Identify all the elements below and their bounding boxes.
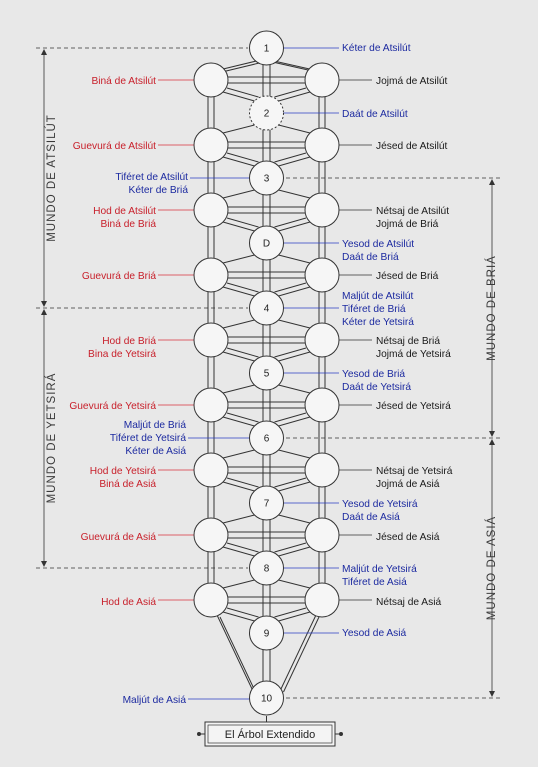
diag-right-up-3 [279, 255, 311, 263]
label-hod-atsilut: Hod de Atsilút [93, 206, 156, 217]
label-bina-bria: Biná de Briá [100, 219, 156, 230]
sephira-left-2 [194, 128, 228, 162]
sephira-left-5 [194, 323, 228, 357]
diag-right-down-1 [279, 157, 311, 166]
diag-left-down-5 [223, 417, 255, 426]
label-hod-asia: Hod de Asiá [101, 597, 156, 608]
diag-right-down-8-double [275, 608, 307, 617]
diag-left-up-5 [223, 385, 255, 393]
label-guevura-bria: Guevurá de Briá [81, 271, 156, 282]
diag-left-up-7 [223, 515, 255, 523]
label-tiferet-yetsira: Tiféret de Yetsirá [109, 433, 186, 444]
diag-left-up-3 [223, 255, 255, 263]
path-bottom-right-double [284, 617, 320, 692]
diag-right-down-4 [279, 352, 311, 361]
diag-left-up-8 [223, 580, 255, 588]
label-hod-bria: Hod de Briá [102, 336, 156, 347]
sephira-right-2 [305, 128, 339, 162]
title-right-dot [339, 732, 343, 736]
sephira-left-6 [194, 388, 228, 422]
diag-right-down-8 [279, 612, 311, 621]
diag-right-down-1-double [275, 153, 307, 162]
path-1-left-double [222, 62, 264, 72]
label-guevura-asia: Guevurá de Asiá [80, 532, 156, 543]
diag-left-down-4 [223, 352, 255, 361]
diag-right-up-7 [279, 515, 311, 523]
diag-right-down-7-double [275, 543, 307, 552]
diag-left-up-6 [223, 450, 255, 458]
diag-left-up-1 [223, 125, 255, 133]
diagram-title: El Árbol Extendido [224, 729, 316, 741]
label-maljut-atsilut: Maljút de Atsilút [342, 291, 414, 302]
right-labels [342, 43, 453, 639]
diag-right-up-5 [279, 385, 311, 393]
sephira-left-7 [194, 453, 228, 487]
label-bina-atsilut: Biná de Atsilút [91, 76, 156, 87]
world-label-asia: MUNDO DE ASIÁ [486, 515, 498, 621]
diag-right-up-2 [279, 190, 311, 198]
label-tiferet-atsilut: Tiféret de Atsilút [115, 172, 188, 183]
diag-left-down-4-double [227, 348, 259, 357]
path-bottom-right [281, 615, 317, 690]
diag-left-down-3 [223, 287, 255, 296]
diag-right-down-3-double [275, 283, 307, 292]
label-daat-yetsira: Daát de Yetsirá [342, 382, 412, 393]
label-jojma-atsilut: Jojmá de Atsilút [376, 76, 448, 87]
sephira-left-1 [194, 63, 228, 97]
label-yesod-atsilut: Yesod de Atsilút [342, 239, 415, 250]
atsilut-arrow-top [41, 49, 47, 55]
title-box [197, 716, 343, 746]
diag-left-down-3-double [227, 283, 259, 292]
label-jesed-atsilut: Jésed de Atsilút [376, 141, 448, 152]
label-guevura-atsilut: Guevurá de Atsilút [72, 141, 156, 152]
sephira-right-4 [305, 258, 339, 292]
label-bina-asia: Biná de Asiá [99, 479, 156, 490]
label-maljut-bria: Maljút de Briá [123, 420, 186, 431]
diag-right-down-5-double [275, 413, 307, 422]
node-5-label: 5 [263, 368, 270, 380]
path-1-left [219, 60, 261, 70]
node-3-label: 3 [263, 173, 270, 185]
diag-right-up-4 [279, 320, 311, 328]
yetsira-arrow-top [41, 309, 47, 315]
label-keter-yetsira: Kéter de Yetsirá [342, 317, 414, 328]
node-1-label: 1 [263, 43, 270, 55]
diag-left-down-6-double [227, 478, 259, 487]
label-keter-atsilut: Kéter de Atsilút [342, 43, 411, 54]
label-netsaj-asia: Nétsaj de Asiá [376, 597, 442, 608]
diag-left-down-1 [223, 157, 255, 166]
asia-arrow-bottom [489, 691, 495, 697]
diag-left-down-7 [223, 547, 255, 556]
diag-right-down-2 [279, 222, 311, 231]
diag-left-down-2 [223, 222, 255, 231]
diag-left-down-6 [223, 482, 255, 491]
label-netsaj-yetsira: Nétsaj de Yetsirá [376, 466, 453, 477]
diag-right-down-6-double [275, 478, 307, 487]
diag-left-down-2-double [227, 218, 259, 227]
label-jesed-asia: Jésed de Asiá [376, 532, 440, 543]
diag-right-down-4-double [275, 348, 307, 357]
label-netsaj-atsilut: Nétsaj de Atsilút [376, 206, 450, 217]
sephira-right-8 [305, 518, 339, 552]
label-maljut-yetsira: Maljút de Yetsirá [342, 564, 417, 575]
sephira-right-9 [305, 583, 339, 617]
world-label-yetsira: MUNDO DE YETSIRÁ [46, 372, 58, 504]
diag-right-down-0 [279, 92, 311, 101]
node-9-label: 9 [263, 628, 270, 640]
diag-left-down-5-double [227, 413, 259, 422]
node-8-label: 8 [263, 563, 270, 575]
diag-right-down-0-double [275, 88, 307, 97]
sephira-right-5 [305, 323, 339, 357]
label-netsaj-bria: Nétsaj de Briá [376, 336, 440, 347]
atsilut-arrow-bottom [41, 301, 47, 307]
label-maljut-asia: Maljút de Asiá [122, 695, 186, 706]
label-tiferet-asia: Tiféret de Asiá [342, 577, 407, 588]
diag-left-up-2 [223, 190, 255, 198]
label-jojma-asia: Jojmá de Asiá [376, 479, 440, 490]
diag-right-down-6 [279, 482, 311, 491]
label-jesed-yetsira: Jésed de Yetsirá [376, 401, 451, 412]
label-yesod-asia: Yesod de Asiá [342, 628, 407, 639]
node-7-label: 7 [263, 498, 270, 510]
label-daat-atsilut: Daát de Atsilút [342, 109, 408, 120]
label-yesod-yetsira: Yesod de Yetsirá [342, 499, 418, 510]
node-4-label: 4 [263, 303, 270, 315]
left-labels [69, 76, 188, 706]
path-bottom-left [217, 615, 253, 690]
diag-right-down-2-double [275, 218, 307, 227]
label-keter-asia: Kéter de Asiá [125, 446, 186, 457]
title-left-dot [197, 732, 201, 736]
label-tiferet-bria: Tiféret de Briá [342, 304, 406, 315]
diag-left-down-8 [223, 612, 255, 621]
label-keter-bria: Kéter de Briá [128, 185, 188, 196]
diag-right-up-6 [279, 450, 311, 458]
diag-left-down-7-double [227, 543, 259, 552]
sephira-right-7 [305, 453, 339, 487]
diag-right-down-7 [279, 547, 311, 556]
label-jojma-yetsira: Jojmá de Yetsirá [376, 349, 451, 360]
label-guevura-yetsira: Guevurá de Yetsirá [69, 401, 156, 412]
label-daat-bria: Daát de Briá [342, 252, 399, 263]
sephira-left-8 [194, 518, 228, 552]
label-bina-yetsira: Bina de Yetsirá [88, 349, 156, 360]
label-yesod-bria: Yesod de Briá [342, 369, 406, 380]
label-jojma-bria: Jojmá de Briá [376, 219, 439, 230]
asia-arrow-top [489, 439, 495, 445]
diag-left-up-4 [223, 320, 255, 328]
node-2-label: 2 [263, 108, 270, 120]
diag-right-up-8 [279, 580, 311, 588]
sephira-left-9 [194, 583, 228, 617]
label-daat-asia: Daát de Asiá [342, 512, 400, 523]
node-10-label: 10 [260, 693, 273, 705]
label-hod-yetsira: Hod de Yetsirá [89, 466, 156, 477]
sephira-left-4 [194, 258, 228, 292]
diag-left-down-8-double [227, 608, 259, 617]
diag-right-down-3 [279, 287, 311, 296]
diag-left-down-0-double [227, 88, 259, 97]
label-jesed-bria: Jésed de Briá [376, 271, 439, 282]
world-label-atsilut: MUNDO DE ATSILÚT [46, 114, 58, 242]
sephira-right-6 [305, 388, 339, 422]
diag-right-up-1 [279, 125, 311, 133]
diag-left-down-0 [223, 92, 255, 101]
world-label-bria: MUNDO DE BRIÁ [486, 255, 498, 361]
node-d-label: D [262, 238, 271, 250]
bria-arrow-bottom [489, 431, 495, 437]
sephira-right-1 [305, 63, 339, 97]
bria-arrow-top [489, 179, 495, 185]
yetsira-arrow-bottom [41, 561, 47, 567]
sephira-right-3 [305, 193, 339, 227]
sephira-left-3 [194, 193, 228, 227]
diag-left-down-1-double [227, 153, 259, 162]
node-6-label: 6 [263, 433, 270, 445]
diag-right-down-5 [279, 417, 311, 426]
